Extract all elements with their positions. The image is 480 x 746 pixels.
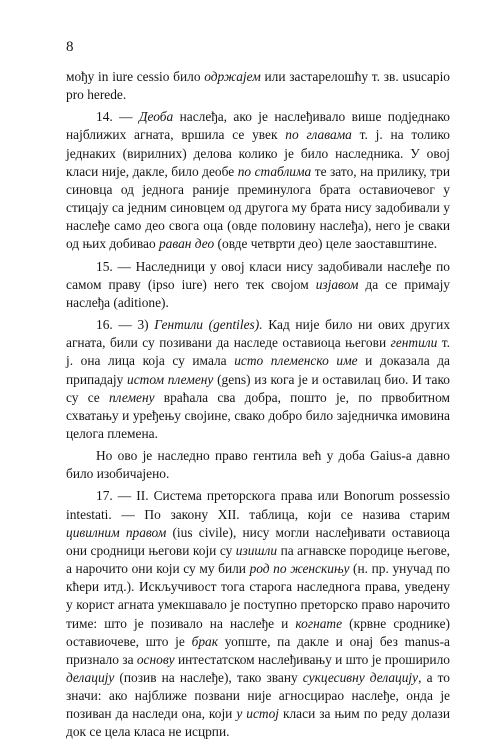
text-run: т. ј. на толико једнаких (вирилних) делова колико је било наследника. У овој класи није, дакле, било деобе: [66, 127, 450, 179]
italic-term: основу: [136, 651, 175, 667]
italic-term: Гентили (gentiles).: [154, 317, 263, 333]
italic-term: истом племену: [127, 371, 214, 387]
text-run: 17. — II. Система преторскога права или Bonorum possessio intestati. — По закону XII. таблица, који се назива старим: [66, 488, 450, 522]
text-run: враћала сва добра, пошто је, по првобитном схватању и уређењу својине, свако добро било заједничка имовина целога племена.: [66, 389, 450, 441]
italic-term: когнате: [295, 615, 343, 631]
text-run: па агнавске породице његове, а нарочито они који су му били: [66, 542, 450, 577]
italic-term: делацију: [66, 670, 115, 685]
text-run: т. ј. она лица која су имала: [66, 335, 450, 369]
text-run: 14. —: [96, 109, 139, 125]
italic-term: сукцесивну делацију: [302, 670, 419, 685]
text-run: те зато, на прилику, три синовца од једнога раније преминулога брата оставиочевог у стицају са једним синовцем од другога му брата нису задобивали у наслеђе само део свога оца (овде половину наслеђа), него је сваки од њих добивао: [66, 163, 450, 252]
text-run: Но ово је наследно право гентила већ у доба Gaius-а давно било изобичајено.: [66, 448, 450, 482]
text-run: да се примају наслеђа (aditione).: [66, 276, 450, 310]
italic-term: брак: [191, 633, 218, 649]
italic-term: по стаблима: [237, 163, 312, 179]
text-run: (крвне сроднике) оставиочеве, што је: [66, 615, 450, 649]
text-run: мођу in iure cessio било: [66, 69, 205, 84]
italic-term: изишли: [235, 542, 278, 558]
text-run: (позив на наслеђе), тако звану: [114, 670, 303, 685]
text-run: или застарелошћу т. зв. usucapio pro herede.: [66, 69, 451, 103]
italic-term: по главама: [285, 127, 352, 143]
italic-term: изјавом: [315, 276, 359, 292]
italic-term: Деоба: [138, 109, 174, 125]
text-run: Кад није било ни ових других агната, били су позивани да наследе оставиоца његови: [66, 317, 451, 351]
text-run: 15. — Наследници у овој класи нису задобивали наслеђе по самом праву (ipso iure) него тек својом: [66, 258, 450, 292]
page-number: 8: [66, 39, 74, 55]
italic-term: раван део: [158, 236, 215, 252]
paragraph-16-gentiles: [66, 316, 450, 443]
text-run: (gens) из кога је и оставилац био. И тако су се: [66, 371, 450, 405]
italic-term: цивилним правом: [66, 524, 167, 540]
text-run: (н. пр. унучад по кћери итд.). Искључивост тога старога наследнога права, уведену у корист агната умекшавало је поступно преторско право нарочито тиме: што је позивало на наслеђе и: [66, 561, 450, 631]
paragraph-15-heirs-declaration: [66, 258, 450, 312]
paragraph-gaius-note: [66, 447, 450, 483]
text-run: (ius civile), нису могли наслеђивати оставиоца они сродници његови који су: [66, 524, 450, 558]
italic-term: одржајем: [204, 69, 261, 84]
italic-term: гентили: [390, 335, 438, 351]
paragraph-14-division: [66, 108, 450, 253]
italic-term: племену: [108, 389, 155, 405]
italic-term: исто племенско име: [234, 353, 358, 369]
text-run: интестатском наслеђивању и што је проширило: [174, 651, 450, 667]
italic-term: у истој: [236, 706, 279, 722]
paragraph-continuation: [66, 68, 450, 104]
text-run: наслеђа, ако је наслеђивало више подједнако најближих агната, вршила се увек: [66, 109, 450, 143]
text-run: и доказала да припадају: [66, 353, 450, 387]
italic-term: род по женскињу: [249, 561, 350, 577]
paragraph-17-praetorian-law: [66, 487, 450, 741]
text-run: уопште, па дакле и онај без manus-а признало за: [66, 633, 451, 667]
text-run: (овде четврти део) целе заоставштине.: [214, 236, 438, 252]
body-text: [66, 68, 450, 746]
text-run: , а то значи: ако најближе позвани није агносцирао наслеђе, онда је позиван да наследи она, који: [66, 670, 450, 722]
text-run: 16. — 3): [96, 317, 155, 333]
text-run: класи за њим по реду долази док се цела класа не исцрпи.: [66, 706, 450, 740]
